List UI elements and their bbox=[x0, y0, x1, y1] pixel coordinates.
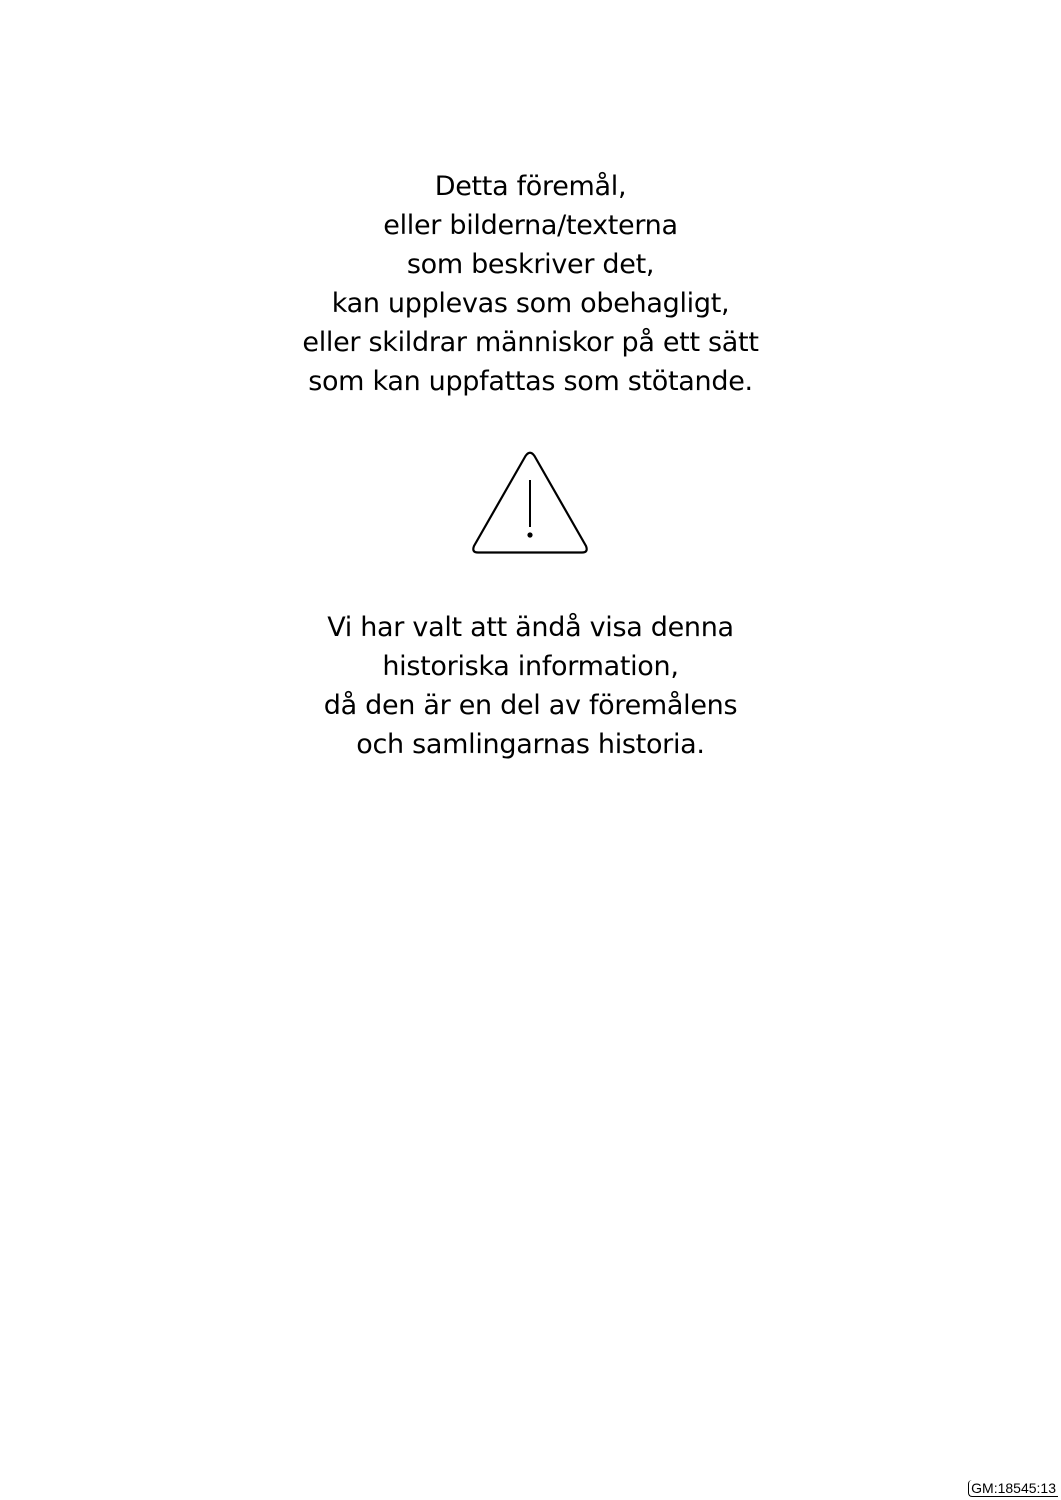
warning-line-5: eller skildrar människor på ett sätt bbox=[302, 327, 759, 358]
historical-context-text bbox=[0, 608, 1061, 764]
context-line-3: då den är en del av föremålens bbox=[323, 690, 738, 721]
warning-triangle-icon bbox=[470, 450, 590, 556]
context-line-4: och samlingarnas historia. bbox=[356, 729, 705, 760]
warning-line-3: som beskriver det, bbox=[406, 249, 655, 280]
catalog-id-label: GM:18545:13 bbox=[968, 1480, 1058, 1497]
warning-line-1: Detta föremål, bbox=[434, 171, 627, 202]
context-line-1: Vi har valt att ändå visa denna bbox=[327, 612, 734, 643]
warning-line-4: kan upplevas som obehagligt, bbox=[331, 288, 730, 319]
content-warning-text bbox=[0, 167, 1061, 401]
warning-line-2: eller bilderna/texterna bbox=[383, 210, 678, 241]
warning-line-6: som kan uppfattas som stötande. bbox=[308, 366, 753, 397]
context-line-2: historiska information, bbox=[382, 651, 679, 682]
